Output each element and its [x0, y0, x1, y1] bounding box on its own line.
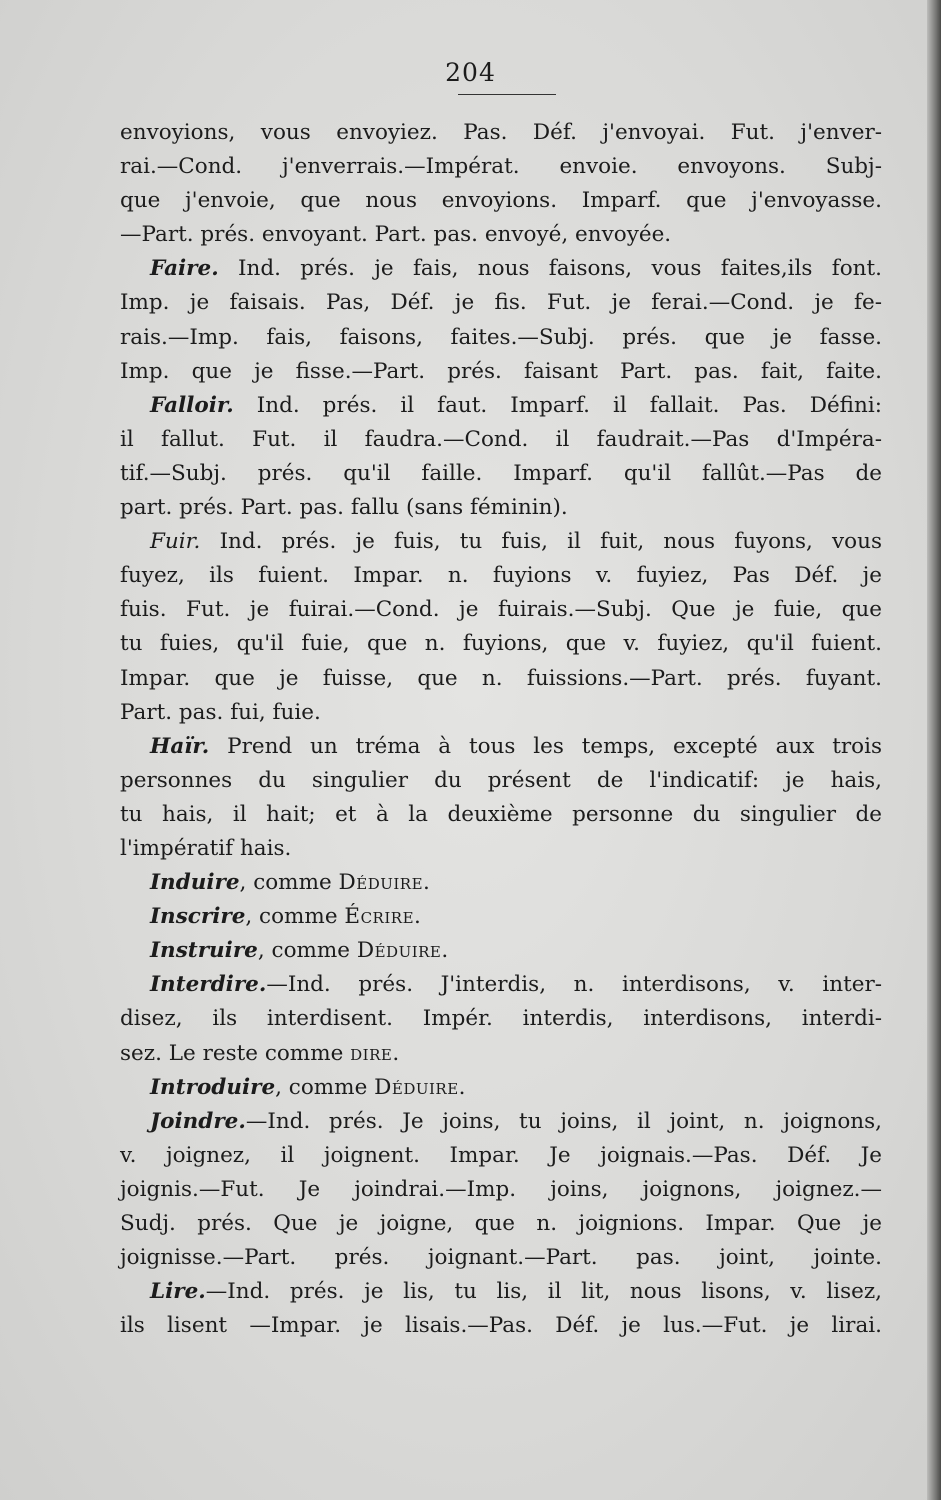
- entry-text: Ind. prés. je fuis, tu fuis, il fuit, nous fuyons, vous: [200, 529, 882, 555]
- entry-text: , comme: [239, 870, 339, 896]
- cross-reference: Déduire.: [374, 1074, 466, 1100]
- page-number: 204: [445, 58, 496, 87]
- entry-text: Prend un tréma à tous les temps, excepté aux trois: [209, 733, 882, 759]
- headword: Joindre.: [150, 1108, 246, 1134]
- text-line: rais.—Imp. fais, faisons, faites.—Subj. prés. que je fasse.: [120, 324, 882, 350]
- text-line: fuyez, ils fuient. Impar. n. fuyions v. fuyiez, Pas Déf. je: [120, 563, 882, 589]
- entry-text: Ind. prés. il faut. Imparf. il fallait. Pas. Défini:: [233, 392, 882, 418]
- entry-text: , comme: [275, 1074, 375, 1100]
- entry-text: —Ind. prés. Je joins, tu joins, il joint, n. joignons,: [245, 1108, 882, 1134]
- headword: Introduire: [150, 1074, 276, 1100]
- text-line: tu fuies, qu'il fuie, que n. fuyions, que v. fuyiez, qu'il fuient.: [120, 631, 882, 657]
- headword: Induire: [150, 870, 240, 896]
- entry-text: , comme: [245, 904, 345, 930]
- text-line: rai.—Cond. j'enverrais.—Impérat. envoie. envoyons. Subj-: [120, 154, 882, 180]
- text-line: il fallut. Fut. il faudra.—Cond. il faudrait.—Pas d'Impéra-: [120, 426, 882, 452]
- entry-faire: [120, 252, 882, 286]
- text-line: Imp. que je fisse.—Part. prés. faisant Part. pas. fait, faite.: [120, 358, 882, 384]
- cross-reference: Écrire.: [344, 904, 422, 930]
- text-line: tif.—Subj. prés. qu'il faille. Imparf. qu'il fallût.—Pas de: [120, 460, 882, 486]
- text-line: envoyions, vous envoyiez. Pas. Déf. j'envoyai. Fut. j'enver-: [120, 120, 882, 145]
- text-line: joignis.—Fut. Je joindrai.—Imp. joins, joignons, joignez.—: [120, 1176, 882, 1202]
- headword: Fuir.: [150, 529, 201, 555]
- text-block: [120, 116, 882, 1343]
- text-line: v. joignez, il joignent. Impar. Je joignais.—Pas. Déf. Je: [120, 1142, 882, 1168]
- text-line: Sudj. prés. Que je joigne, que n. joignions. Impar. Que je: [120, 1211, 882, 1236]
- entry-joindre: [120, 1105, 882, 1139]
- text-line: ils lisent —Impar. je lisais.—Pas. Déf. je lus.—Fut. je lirai.: [120, 1313, 882, 1339]
- page-number-rule: [458, 94, 556, 95]
- text-line: —Part. prés. envoyant. Part. pas. envoyé, envoyée.: [120, 222, 672, 248]
- text-line: [120, 1037, 882, 1071]
- entry-introduire: [120, 1071, 882, 1105]
- entry-hair: [120, 730, 882, 764]
- text-line: fuis. Fut. je fuirai.—Cond. je fuirais.—Subj. Que je fuie, que: [120, 597, 882, 623]
- headword: Haïr.: [150, 733, 210, 759]
- page-edge-shadow: [927, 0, 941, 1500]
- headword: Interdire.: [150, 972, 267, 998]
- entry-text: —Ind. prés. J'interdis, n. interdisons, v. inter-: [266, 972, 882, 998]
- cross-reference: dire.: [350, 1040, 400, 1066]
- cross-reference: Déduire.: [356, 938, 449, 964]
- text-line: tu hais, il hait; et à la deuxième personne du singulier de: [120, 801, 882, 827]
- headword: Inscrire: [150, 904, 246, 930]
- text-line: Part. pas. fui, fuie.: [120, 699, 321, 725]
- text-line: part. prés. Part. pas. fallu (sans féminin).: [120, 495, 568, 521]
- entry-induire: [120, 866, 882, 900]
- text-line: que j'envoie, que nous envoyions. Imparf. que j'envoyasse.: [120, 188, 882, 214]
- entry-interdire: [120, 968, 882, 1002]
- entry-instruire: [120, 934, 882, 968]
- text-line: personnes du singulier du présent de l'indicatif: je hais,: [120, 767, 882, 793]
- headword: Falloir.: [150, 392, 234, 418]
- cross-reference: Déduire.: [338, 870, 431, 896]
- headword: Faire.: [150, 256, 219, 282]
- headword: Instruire: [150, 938, 258, 964]
- text-line: disez, ils interdisent. Impér. interdis, interdisons, interdi-: [120, 1006, 882, 1032]
- entry-text: sez. Le reste comme: [120, 1040, 351, 1066]
- text-line: l'impératif hais.: [120, 835, 292, 861]
- entry-text: Ind. prés. je fais, nous faisons, vous faites,ils font.: [218, 256, 882, 282]
- headword: Lire.: [150, 1279, 206, 1305]
- entry-lire: [120, 1275, 882, 1309]
- entry-text: , comme: [257, 938, 357, 964]
- entry-text: —Ind. prés. je lis, tu lis, il lit, nous lisons, v. lisez,: [205, 1279, 882, 1305]
- entry-falloir: [120, 389, 882, 423]
- entry-inscrire: [120, 900, 882, 934]
- text-line: Imp. je faisais. Pas, Déf. je fis. Fut. je ferai.—Cond. je fe-: [120, 290, 882, 316]
- text-line: joignisse.—Part. prés. joignant.—Part. pas. joint, jointe.: [120, 1245, 882, 1271]
- text-line: Impar. que je fuisse, que n. fuissions.—Part. prés. fuyant.: [120, 665, 882, 691]
- entry-fuir: [120, 525, 882, 559]
